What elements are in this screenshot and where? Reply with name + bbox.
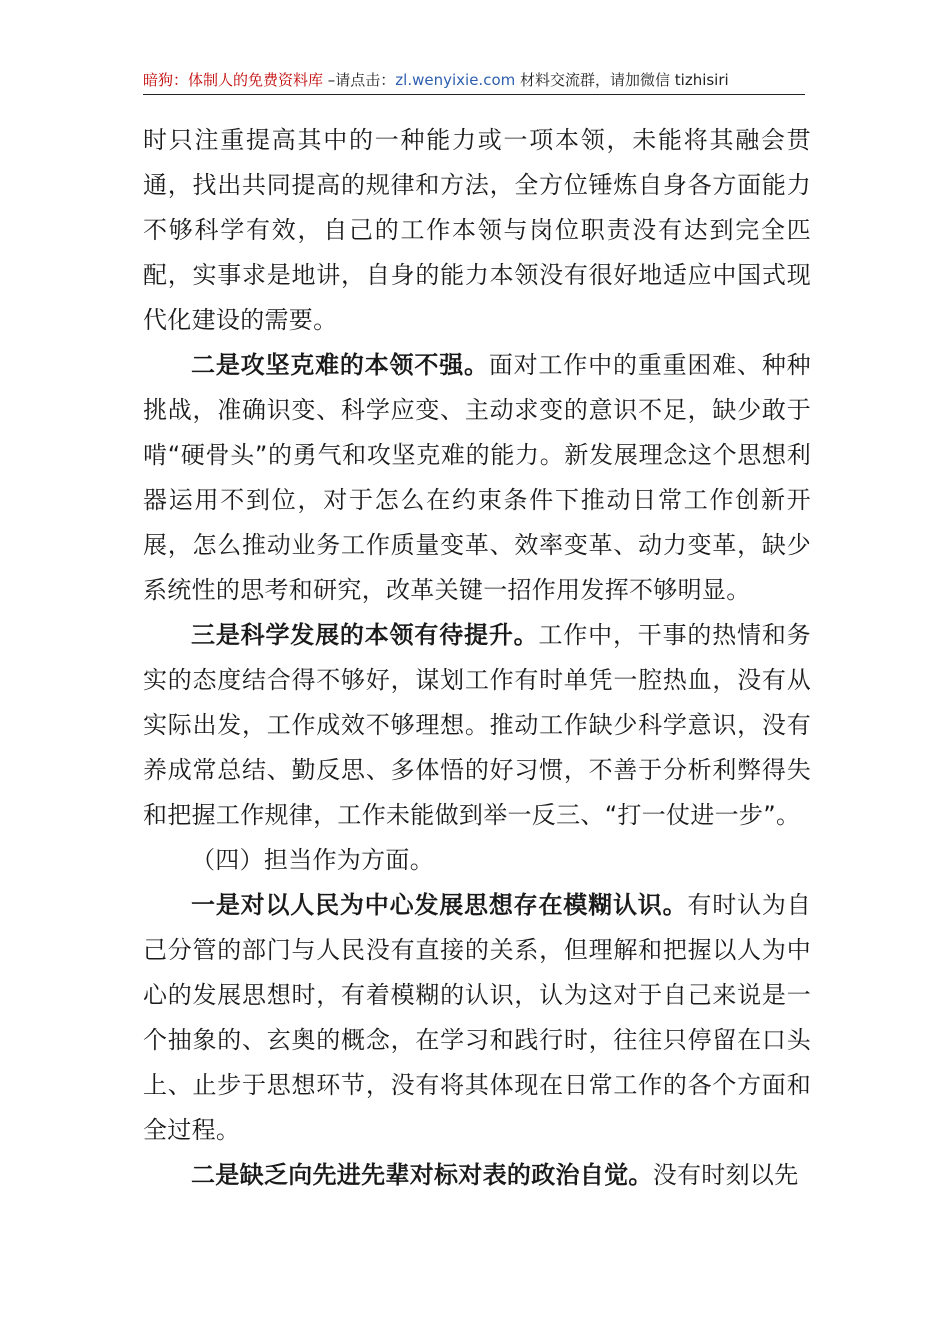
section-heading: [143, 838, 811, 883]
document-body: [143, 118, 811, 1198]
page-header: [143, 68, 805, 95]
paragraph-text: 面对工作中的重重困难、种种挑战，准确识变、科学应变、主动求变的意识不足，缺少敢于啃“硬骨头”的勇气和攻坚克难的能力。新发展理念这个思想利器运用不到位，对于怎么在约束条件下推动日常工作创新开展，怎么推动业务工作质量变革、效率变革、动力变革，缺少系统性的思考和研究，改革关键一招作用发挥不够明显。: [143, 351, 811, 604]
paragraph-heading: 二是缺乏向先进先辈对标对表的政治自觉。: [191, 1161, 653, 1189]
paragraph-text: 工作中，干事的热情和务实的态度结合得不够好，谋划工作有时单凭一腔热血，没有从实际出发，工作成效不够理想。推动工作缺少科学意识，没有养成常总结、勤反思、多体悟的好习惯，不善于分析利弊得失和把握工作规律，工作未能做到举一反三、“打一仗进一步”。: [143, 621, 811, 829]
header-url-link[interactable]: zl.wenyixie.com: [395, 71, 516, 89]
section-heading-text: （四）担当作为方面。: [191, 846, 434, 874]
paragraph-heading: 一是对以人民为中心发展思想存在模糊认识。: [191, 891, 688, 919]
paragraph-heading: 二是攻坚克难的本领不强。: [191, 351, 489, 379]
paragraph-point-2b: [143, 1153, 811, 1198]
paragraph-continued: [143, 118, 811, 343]
paragraph-heading: 三是科学发展的本领有待提升。: [191, 621, 539, 649]
header-site-name: 暗狗：体制人的免费资料库: [143, 71, 324, 89]
paragraph-point-1: [143, 883, 811, 1153]
paragraph-point-2: [143, 343, 811, 613]
paragraph-text: 有时认为自己分管的部门与人民没有直接的关系，但理解和把握以人为中心的发展思想时，有着模糊的认识，认为这对于自己来说是一个抽象的、玄奥的概念，在学习和践行时，往往只停留在口头上、止步于思想环节，没有将其体现在日常工作的各个方面和全过程。: [143, 891, 812, 1144]
header-wechat-note: 材料交流群，请加微信 tizhisiri: [515, 71, 729, 89]
paragraph-point-3: [143, 613, 811, 838]
header-click-prompt: –请点击：: [323, 71, 396, 89]
paragraph-text: 没有时刻以先: [652, 1161, 799, 1189]
paragraph-text: 时只注重提高其中的一种能力或一项本领，未能将其融会贯通，找出共同提高的规律和方法，全方位锤炼自身各方面能力不够科学有效，自己的工作本领与岗位职责没有达到完全匹配，实事求是地讲，自身的能力本领没有很好地适应中国式现代化建设的需要。: [143, 126, 811, 334]
